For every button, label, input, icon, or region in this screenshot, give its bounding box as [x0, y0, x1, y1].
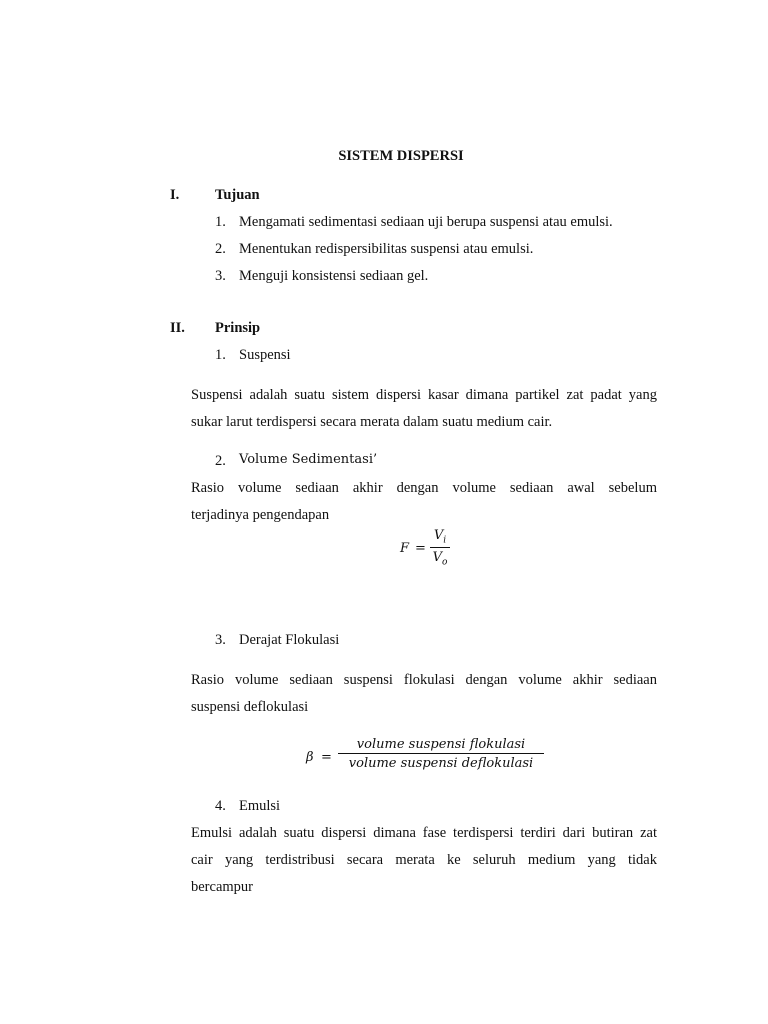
- paragraph-line: Emulsi adalah suatu dispersi dimana fase terdispersi terdiri dari butiran zat: [191, 825, 657, 841]
- paragraph-line: Rasio volume sediaan suspensi flokulasi dengan volume akhir sediaan: [191, 672, 657, 688]
- fraction-denominator: volume suspensi deflokulasi: [348, 756, 534, 771]
- section-numeral: II.: [170, 320, 185, 336]
- list-item-number: 3.: [215, 268, 226, 284]
- page-title: SISTEM DISPERSI: [338, 148, 464, 164]
- formula-equals: =: [415, 541, 426, 556]
- fraction-denominator: $V_o$: [432, 549, 448, 568]
- formula-equals: =: [321, 750, 332, 765]
- subsection-title: Volume Sedimentasi’: [239, 452, 378, 467]
- formula-lhs: F: [400, 541, 410, 556]
- paragraph-line: cair yang terdistribusi secara merata ke seluruh medium yang tidak: [191, 852, 657, 868]
- fraction-numerator: $V_i$: [433, 528, 447, 546]
- paragraph-line: Suspensi adalah suatu sistem dispersi kasar dimana partikel zat padat yang: [191, 387, 657, 403]
- subsection-title: Suspensi: [239, 347, 291, 363]
- subsection-number: 4.: [215, 798, 226, 814]
- formula-fraction: [430, 528, 450, 567]
- list-item-number: 2.: [215, 241, 226, 257]
- list-item-text: Menentukan redispersibilitas suspensi atau emulsi.: [239, 241, 534, 257]
- paragraph-line: terjadinya pengendapan: [191, 507, 330, 523]
- formula-fraction: [338, 737, 544, 771]
- paragraph-line: bercampur: [191, 879, 253, 895]
- formula-lhs: β: [306, 750, 314, 765]
- section-heading: Tujuan: [215, 187, 260, 203]
- subsection-number: 2.: [215, 453, 226, 469]
- list-item-text: Mengamati sedimentasi sediaan uji berupa suspensi atau emulsi.: [239, 214, 613, 230]
- paragraph-line: Rasio volume sediaan akhir dengan volume sediaan awal sebelum: [191, 480, 657, 496]
- subsection-title: Emulsi: [239, 798, 281, 814]
- list-item-text: Menguji konsistensi sediaan gel.: [239, 268, 429, 284]
- list-item-number: 1.: [215, 214, 226, 230]
- subsection-title: Derajat Flokulasi: [239, 632, 340, 648]
- subsection-number: 1.: [215, 347, 226, 363]
- fraction-numerator: volume suspensi flokulasi: [356, 737, 526, 752]
- section-numeral: I.: [170, 187, 180, 203]
- subsection-number: 3.: [215, 632, 226, 648]
- paragraph-line: sukar larut terdispersi secara merata dalam suatu medium cair.: [191, 414, 553, 430]
- paragraph-line: suspensi deflokulasi: [191, 699, 309, 715]
- section-heading: Prinsip: [215, 320, 261, 336]
